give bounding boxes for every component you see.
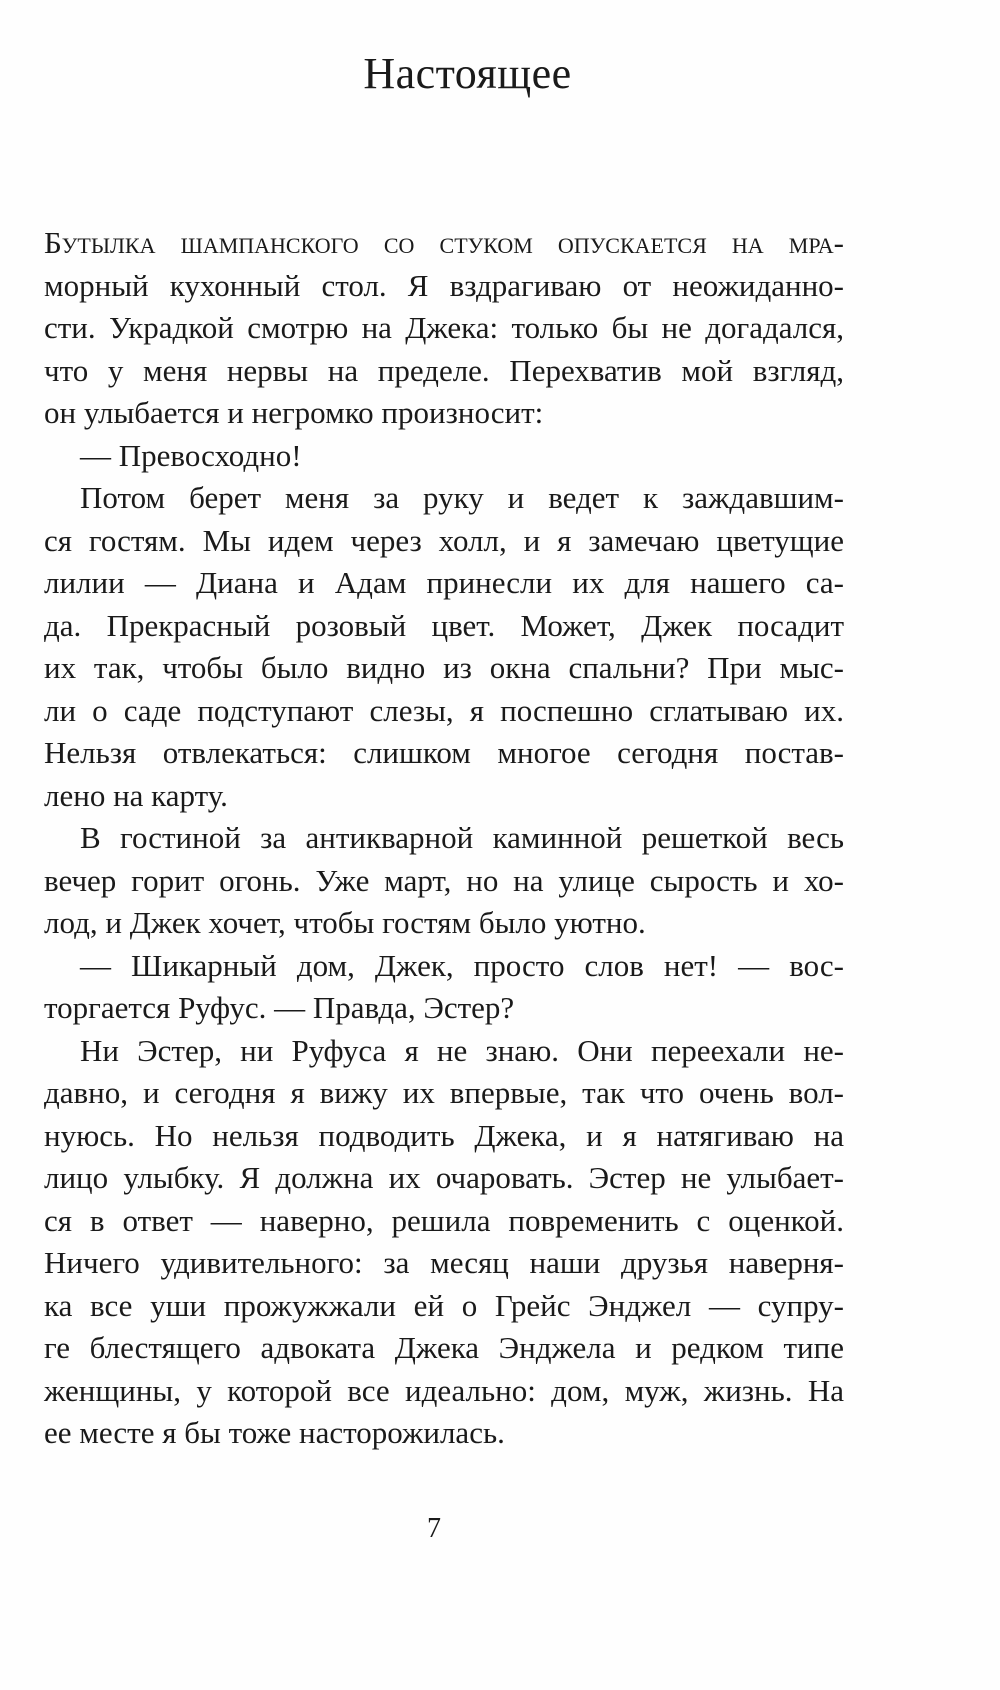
text-line: что у меня нервы на пределе. Перехватив мой взгляд, [44,352,844,388]
text-line: Потом берет меня за руку и ведет к заждавшим- [80,480,844,515]
text-line: он улыбается и негромко произносит: [44,395,544,430]
text-line: женщины, у которой все идеально: дом, муж, жизнь. На [44,1372,844,1408]
text-line: ее месте я бы тоже насторожилась. [44,1415,505,1450]
text-line: давно, и сегодня я вижу их впервые, так что очень вол- [44,1075,844,1110]
text-line: Ни Эстер, ни Руфуса я не знаю. Они переехали не- [80,1032,844,1068]
text-line: ли о саде подступают слезы, я поспешно сглатываю их. [44,692,844,728]
text-line: Ничего удивительного: за месяц наши друзья наверня- [44,1245,844,1280]
text-line: ся в ответ — наверно, решила повременить с оценкой. [44,1202,844,1238]
text-line: ся гостям. Мы идем через холл, и я замечаю цветущие [44,522,844,558]
text-line: торгается Руфус. — Правда, Эстер? [44,990,515,1025]
chapter-title: Настоящее [363,49,572,98]
text-line: лилии — Диана и Адам принесли их для нашего са- [44,565,844,600]
text-line: Бутылка шампанского со стуком опускается на мра- [44,225,844,260]
text-line: нуюсь. Но нельзя подводить Джека, и я натягиваю на [44,1117,844,1153]
text-line: Нельзя отвлекаться: слишком многое сегодня постав- [44,735,844,770]
text-line: В гостиной за антикварной каминной решеткой весь [80,820,844,855]
page-number: 7 [427,1513,441,1544]
text-line: лицо улыбку. Я должна их очаровать. Эстер не улыбает- [44,1160,844,1195]
text-line: — Шикарный дом, Джек, просто слов нет! — вос- [80,947,844,983]
text-line: да. Прекрасный розовый цвет. Может, Джек посадит [44,607,844,643]
text-line: вечер горит огонь. Уже март, но на улице сырость и хо- [44,862,844,898]
text-line: сти. Украдкой смотрю на Джека: только бы не догадался, [44,310,844,345]
text-line: лод, и Джек хочет, чтобы гостям было уютно. [44,905,646,940]
text-line: — Превосходно! [80,437,302,473]
text-line: ге блестящего адвоката Джека Энджела и редком типе [44,1330,844,1365]
text-line: ка все уши прожужжали ей о Грейс Энджел — супру- [44,1287,844,1323]
text-line: морный кухонный стол. Я вздрагиваю от неожиданно- [44,267,844,303]
body-text [44,222,844,1455]
text-line: лено на карту. [44,777,228,813]
text-line: их так, чтобы было видно из окна спальни? При мыс- [44,650,844,685]
